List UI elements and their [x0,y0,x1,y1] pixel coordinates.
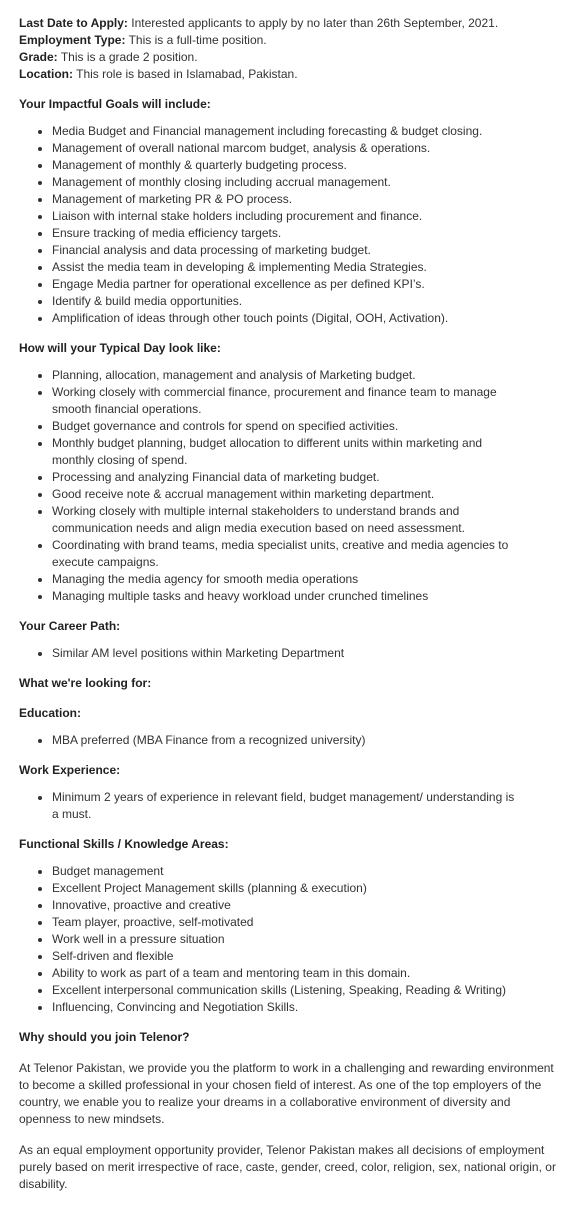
list-item: Budget governance and controls for spend on specified activities. [52,418,524,435]
last-date-label: Last Date to Apply: [19,16,128,30]
last-date-line [19,15,564,32]
location-line [19,66,564,83]
list-item: Management of monthly & quarterly budgeting process. [52,157,564,174]
list-item: Budget management [52,863,564,880]
location-value: This role is based in Islamabad, Pakistan. [76,67,298,81]
list-item: Minimum 2 years of experience in relevant field, budget management/ understanding is a must. [52,789,524,823]
list-item: Work well in a pressure situation [52,931,564,948]
list-item: Similar AM level positions within Marketing Department [52,645,564,662]
list-item: Influencing, Convincing and Negotiation Skills. [52,999,564,1016]
why-join-heading: Why should you join Telenor? [19,1030,190,1044]
grade-value: This is a grade 2 position. [60,50,198,64]
list-item: Working closely with commercial finance, procurement and finance team to manage smooth financial operations. [52,384,524,418]
list-item: Amplification of ideas through other touch points (Digital, OOH, Activation). [52,310,564,327]
career-path-heading: Your Career Path: [19,619,121,633]
list-item: Good receive note & accrual management within marketing department. [52,486,524,503]
list-item: Managing multiple tasks and heavy workload under crunched timelines [52,588,524,605]
list-item: Identify & build media opportunities. [52,293,564,310]
list-item: Management of overall national marcom budget, analysis & operations. [52,140,564,157]
list-item: Ability to work as part of a team and mentoring team in this domain. [52,965,564,982]
location-label: Location: [19,67,73,81]
list-item: Working closely with multiple internal stakeholders to understand brands and communication needs and align media execution based on need assessment. [52,503,524,537]
looking-for-heading: What we're looking for: [19,676,152,690]
list-item: Coordinating with brand teams, media specialist units, creative and media agencies to execute campaigns. [52,537,524,571]
list-item: Engage Media partner for operational excellence as per defined KPI’s. [52,276,564,293]
list-item: Excellent Project Management skills (planning & execution) [52,880,564,897]
skills-heading: Functional Skills / Knowledge Areas: [19,837,229,851]
education-heading: Education: [19,706,81,720]
last-date-value: Interested applicants to apply by no later than 26th September, 2021. [131,16,499,30]
work-experience-list [19,789,564,823]
list-item: Excellent interpersonal communication skills (Listening, Speaking, Reading & Writing) [52,982,564,999]
list-item: Processing and analyzing Financial data of marketing budget. [52,469,524,486]
list-item: Team player, proactive, self-motivated [52,914,564,931]
employment-type-value: This is a full-time position. [128,33,267,47]
typical-day-heading: How will your Typical Day look like: [19,341,221,355]
list-item: Assist the media team in developing & implementing Media Strategies. [52,259,564,276]
why-join-paragraph-2: As an equal employment opportunity provider, Telenor Pakistan makes all decisions of employment purely based on merit irrespective of race, caste, gender, creed, color, religion, sex, national origin, or disability. [19,1143,556,1191]
list-item: Managing the media agency for smooth media operations [52,571,524,588]
employment-type-label: Employment Type: [19,33,126,47]
skills-list [19,863,564,1016]
list-item: Self-driven and flexible [52,948,564,965]
list-item: Management of marketing PR & PO process. [52,191,564,208]
list-item: Monthly budget planning, budget allocation to different units within marketing and monthly closing of spend. [52,435,524,469]
list-item: Planning, allocation, management and analysis of Marketing budget. [52,367,524,384]
typical-day-list [19,367,564,605]
career-path-list [19,645,564,662]
list-item: Media Budget and Financial management including forecasting & budget closing. [52,123,564,140]
list-item: Liaison with internal stake holders including procurement and finance. [52,208,564,225]
employment-type-line [19,32,564,49]
education-list [19,732,564,749]
grade-line [19,49,564,66]
grade-label: Grade: [19,50,58,64]
why-join-paragraph-1: At Telenor Pakistan, we provide you the platform to work in a challenging and rewarding environment to become a skilled professional in your chosen field of interest. As one of the top employers of the country, we enable you to realize your dreams in a collaborative environment of diversity and openness to new mindsets. [19,1061,554,1126]
list-item: MBA preferred (MBA Finance from a recognized university) [52,732,564,749]
list-item: Ensure tracking of media efficiency targets. [52,225,564,242]
list-item: Management of monthly closing including accrual management. [52,174,564,191]
work-experience-heading: Work Experience: [19,763,121,777]
list-item: Financial analysis and data processing of marketing budget. [52,242,564,259]
goals-heading: Your Impactful Goals will include: [19,97,211,111]
list-item: Innovative, proactive and creative [52,897,564,914]
goals-list [19,123,564,327]
